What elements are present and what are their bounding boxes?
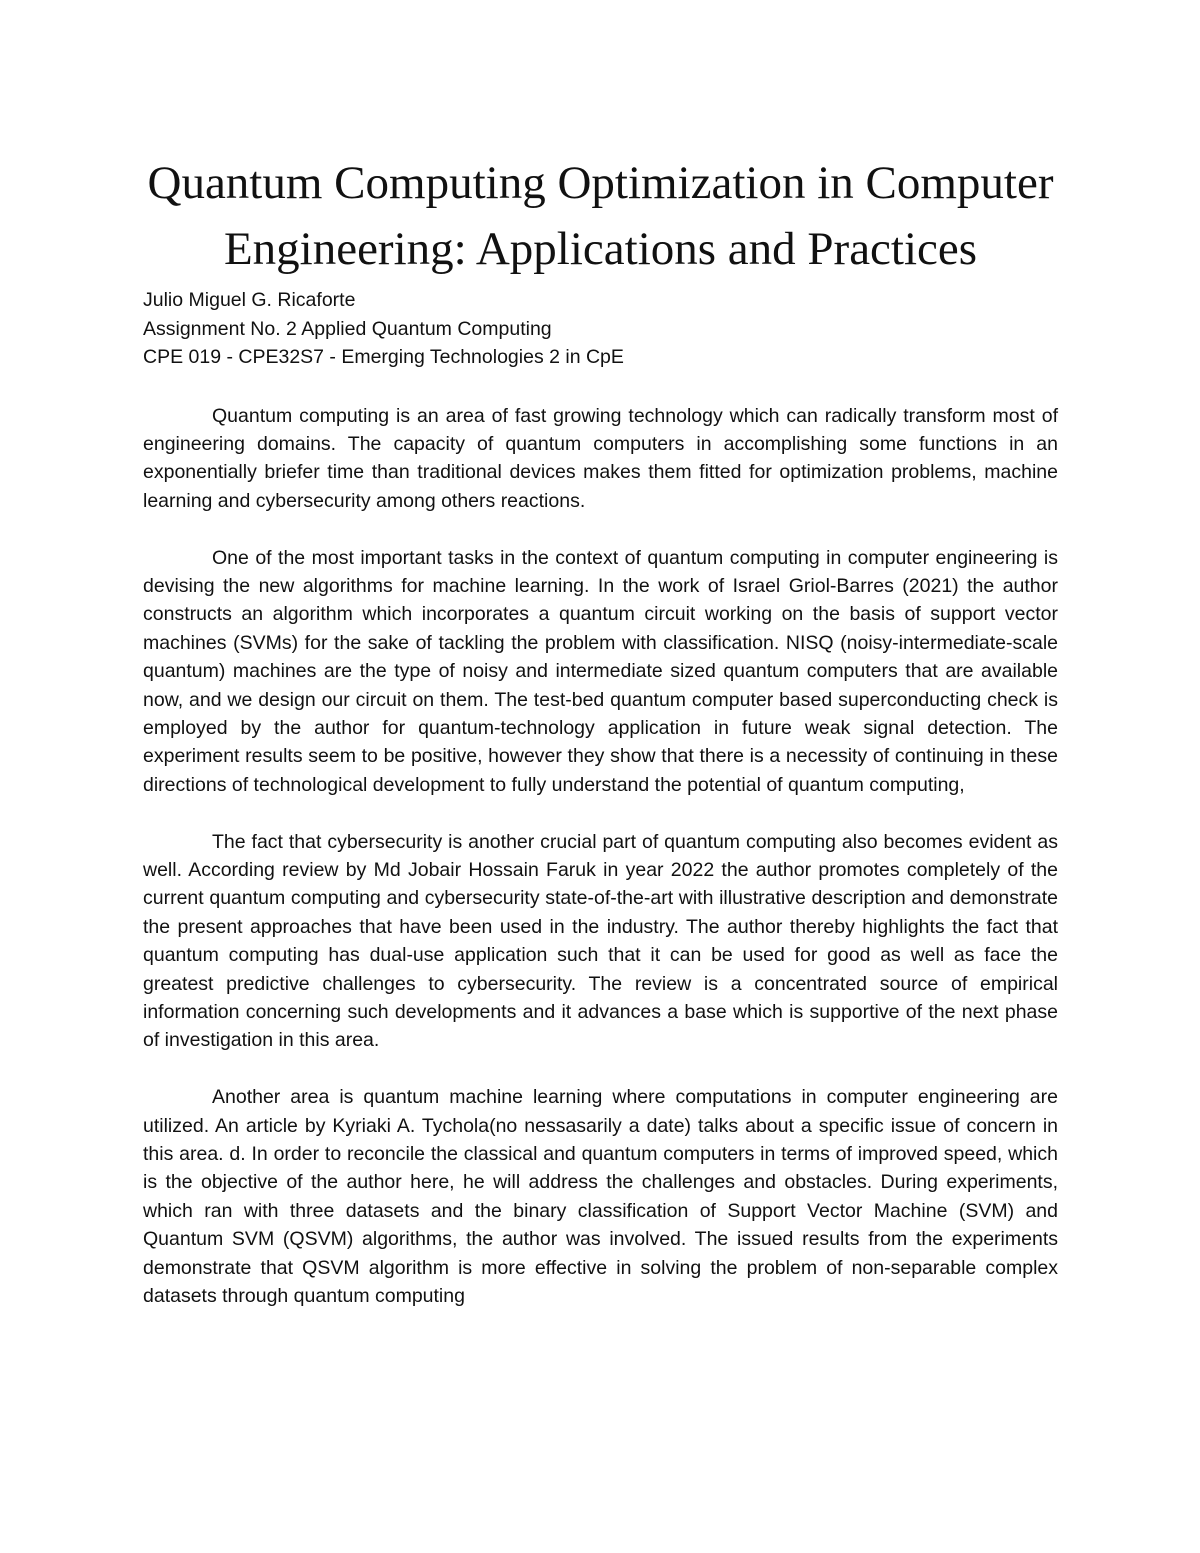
assignment-line: Assignment No. 2 Applied Quantum Computing bbox=[143, 317, 552, 340]
author-name: Julio Miguel G. Ricaforte bbox=[143, 289, 356, 311]
course-line: CPE 019 - CPE32S7 - Emerging Technologies 2 in CpE bbox=[143, 346, 624, 368]
paragraph-machine-learning: One of the most important tasks in the context of quantum computing in computer engineering is devising the new algorithms for machine learning. In the work of Israel Griol-Barres (2021) the author constructs an algorithm which incorporates a quantum circuit working on the basis of support vector machines (SVMs) for the sake of tackling the problem with classification. NISQ (noisy-intermediate-scale quantum) machines are the type of noisy and intermediate sized quantum computers that are available now, and we design our circuit on them. The test-bed quantum computer based superconducting check is employed by the author for quantum-technology application in future weak signal detection. The experiment results seem to be positive, however they show that there is a necessity of continuing in these directions of technological development to fully understand the potential of quantum computing, bbox=[143, 546, 1058, 796]
paragraph-intro: Quantum computing is an area of fast growing technology which can radically transform most of engineering domains. The capacity of quantum computers in accomplishing some functions in an exponentially briefer time than traditional devices makes them fitted for optimization problems, machine learning and cybersecurity among others reactions. bbox=[143, 404, 1058, 512]
paragraph-quantum-ml: Another area is quantum machine learning where computations in computer engineering are utilized. An article by Kyriaki A. Tychola(no nessasarily a date) talks about a specific issue of concern in this area. d. In order to reconcile the classical and quantum computers in terms of improved speed, which is the objective of the author here, he will address the challenges and obstacles. During experiments, which ran with three datasets and the binary classification of Support Vector Machine (SVM) and Quantum SVM (QSVM) algorithms, the author was involved. The issued results from the experiments demonstrate that QSVM algorithm is more effective in solving the problem of non-separable complex datasets through quantum computing bbox=[143, 1086, 1058, 1308]
document-page bbox=[143, 150, 1058, 1310]
document-body bbox=[143, 402, 1058, 1311]
author-block bbox=[143, 286, 1058, 372]
document-title: Quantum Computing Optimization in Computer Engineering: Applications and Practices bbox=[147, 157, 1054, 275]
paragraph-cybersecurity: The fact that cybersecurity is another crucial part of quantum computing also becomes evident as well. According review by Md Jobair Hossain Faruk in year 2022 the author promotes completely of the current quantum computing and cybersecurity state-of-the-art with illustrative description and demonstrate the present approaches that have been used in the industry. The author thereby highlights the fact that quantum computing has dual-use application such that it can be used for good as well as face the greatest predictive challenges to cybersecurity. The review is a concentrated source of empirical information concerning such developments and it advances a base which is supportive of the next phase of investigation in this area. bbox=[143, 830, 1058, 1052]
